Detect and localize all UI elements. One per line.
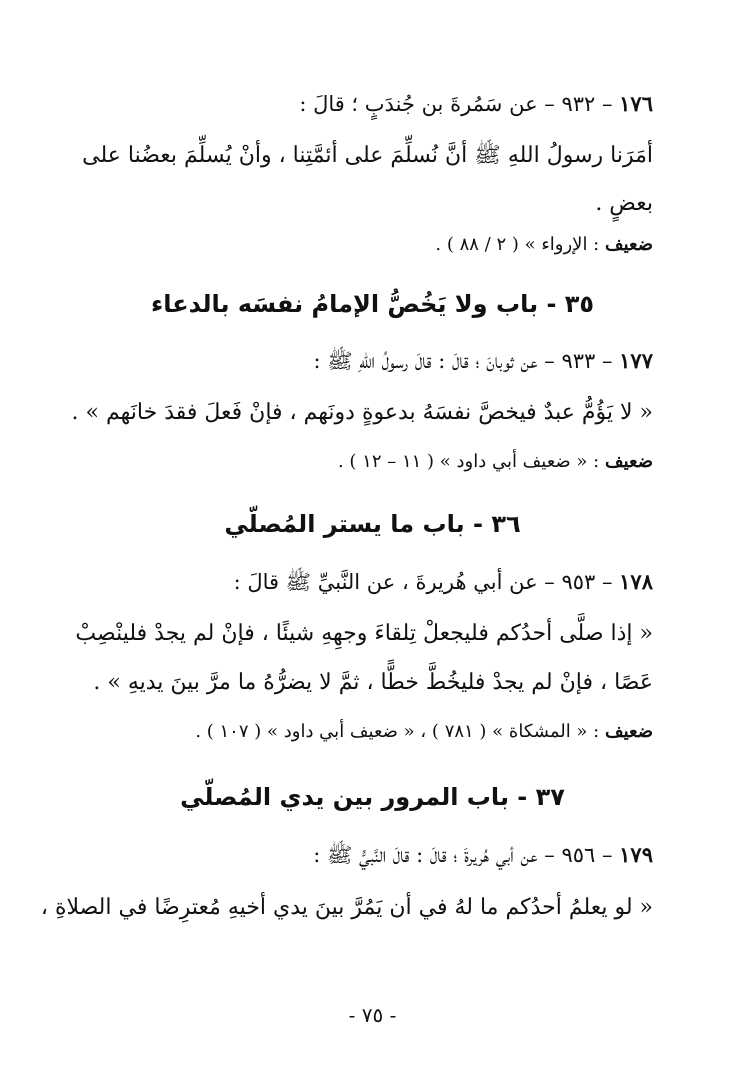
grade-reference: : الإرواء » ( ٢ / ٨٨ ) . [435,234,605,255]
hadith-number: ١٧٦ [619,91,653,116]
grade-reference: : « ضعيف أبي داود » ( ١١ – ١٢ ) . [337,451,605,472]
grade-label: ضعيف [604,721,653,742]
hadith-number: ١٧٨ [619,569,653,594]
grade-label: ضعيف [604,234,653,255]
hadith-177-text-line-1: « لا يَؤُمُّ عبدٌ فيخصَّ نفسَهُ بدعوةٍ دونَهم ، فإنْ فَعلَ فقدَ خانَهم » . [71,400,653,425]
hadith-179-header [92,839,653,871]
hadith-header-text: – ٩٥٦ – عن أبي هُريرةَ ؛ قالَ : قالَ النَّبيُّ ﷺ : [313,843,620,867]
hadith-178-grade [92,716,653,748]
hadith-178-text-line-2: عَصًا ، فإنْ لم يجدْ فليخُطَّ خطًّا ، ثمَّ لا يضرُّهُ ما مرَّ بينَ يديهِ » . [93,670,653,695]
grade-reference: : « المشكاة » ( ٧٨١ ) ، « ضعيف أبي داود » ( ١٠٧ ) . [195,721,605,742]
hadith-176-text-line-1: أمَرَنا رسولُ اللهِ ﷺ أنَّ نُسلِّمَ على أئمَّتِنا ، وأنْ يُسلِّمَ بعضُنا على [82,143,653,168]
page-number: - ٧٥ - [348,1003,397,1027]
hadith-177-header [92,345,653,377]
hadith-number: ١٧٩ [619,842,653,867]
hadith-176-text-line-2: بعضٍ . [595,191,653,216]
chapter-heading-35: ٣٥ - باب ولا يَخُصُّ الإمامُ نفسَه بالدعاء [150,290,595,318]
hadith-header-text: – ٩٥٣ – عن أبي هُريرةَ ، عن النَّبيِّ ﷺ قالَ : [233,570,620,594]
chapter-heading-36: ٣٦ - باب ما يستر المُصلّي [224,510,521,538]
hadith-177-grade [92,446,653,478]
grade-label: ضعيف [604,451,653,472]
hadith-179-text-line-1: « لو يعلمُ أحدُكم ما لهُ في أن يَمُرَّ بينَ يدي أخيهِ مُعترِضًا في الصلاةِ ، [40,895,653,920]
hadith-176-header [92,88,653,120]
hadith-178-text-line-1: « إذا صلَّى أحدُكم فليجعلْ تِلقاءَ وجهِهِ شيئًا ، فإنْ لم يجدْ فلينْصِبْ [75,621,653,646]
chapter-heading-37: ٣٧ - باب المرور بين يدي المُصلّي [180,783,565,811]
hadith-header-text: – ٩٣٢ – عن سَمُرةَ بن جُندَبٍ ؛ قالَ : [299,92,620,116]
hadith-178-header [92,566,653,598]
hadith-number: ١٧٧ [619,348,653,373]
hadith-header-text: – ٩٣٣ – عن ثوبانَ ؛ قالَ : قالَ رسولُ اللهِ ﷺ : [313,349,620,373]
hadith-176-grade [92,229,653,261]
